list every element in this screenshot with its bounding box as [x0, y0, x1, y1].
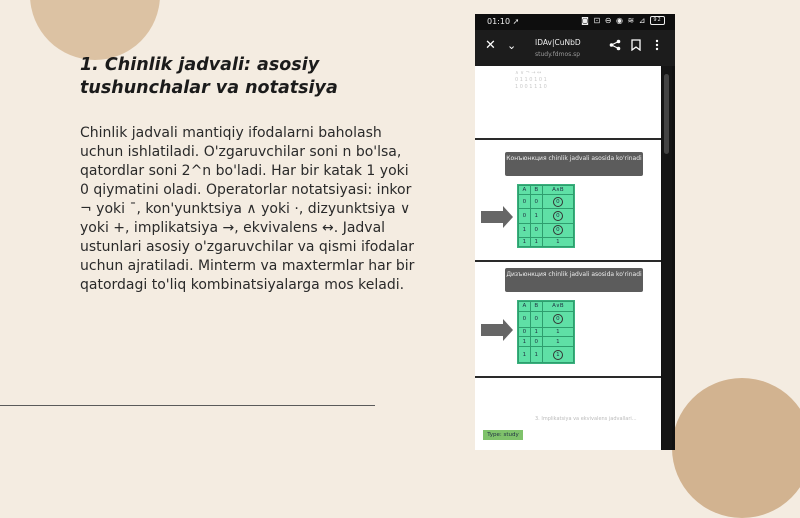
- scrollbar-thumb[interactable]: [664, 74, 669, 154]
- circled-value: 0: [553, 314, 563, 324]
- table-cell: [542, 209, 573, 223]
- table-header-cell: A∨B: [542, 302, 573, 312]
- table-header-cell: B: [530, 186, 542, 195]
- page-footer-fragment: 3. Implikatsiya va ekvivalens jadvallari...: [535, 416, 637, 422]
- table-cell: 0: [530, 195, 542, 209]
- document-page[interactable]: [475, 66, 661, 450]
- table-cell: 1: [519, 337, 531, 347]
- share-icon[interactable]: [609, 39, 621, 55]
- fragment-line: 1 0 0 1 1 1 0: [515, 84, 547, 90]
- status-bar: [475, 14, 675, 30]
- section1-heading: Конъюнкция chinlik jadvali asosida ko'rinadi: [505, 152, 643, 176]
- table-cell: 1: [530, 237, 542, 246]
- bookmark-icon[interactable]: [631, 39, 641, 55]
- page-top-fragment: [515, 70, 615, 110]
- table-cell: 0: [519, 195, 531, 209]
- table-header-cell: A∧B: [542, 186, 573, 195]
- table-row: [519, 237, 574, 246]
- status-icons: [581, 16, 665, 25]
- table-cell: 1: [519, 223, 531, 237]
- circled-value: 0: [553, 211, 563, 221]
- table-header-cell: A: [519, 302, 531, 312]
- divider-line: [0, 405, 375, 406]
- table-row: [519, 311, 574, 327]
- circled-value: 0: [553, 197, 563, 207]
- table-cell: 1: [542, 327, 573, 337]
- table-cell: 1: [519, 237, 531, 246]
- table-row: [519, 347, 574, 363]
- table-cell: 0: [530, 337, 542, 347]
- table-cell: 0: [530, 311, 542, 327]
- table-row: [519, 209, 574, 223]
- truth-table-conjunction: [517, 184, 575, 248]
- page-separator: [475, 138, 661, 140]
- table-cell: [542, 195, 573, 209]
- table-row: [519, 195, 574, 209]
- decorative-circle-bottom: [672, 378, 800, 518]
- arrow-right-icon: [481, 211, 503, 223]
- slide-title: 1. Chinlik jadvali: asosiy tushunchalar va notatsiya: [80, 55, 338, 98]
- chevron-down-icon[interactable]: ⌄: [507, 39, 517, 52]
- section2-heading: Дизъюнкция chinlik jadvali asosida ko'rinadi: [505, 268, 643, 292]
- table-header-cell: A: [519, 186, 531, 195]
- slide-body-text: Chinlik jadvali mantiqiy ifodalarni baholash uchun ishlatiladi. O'zgaruvchilar soni n bo'lsa, qatordlar soni 2^n bo'ladi. Har bir katak 1 yoki 0 qiymatini oladi. Operatorlar notatsiyasi: inkor ¬ yoki ¯, kon'yunktsiya ∧ yoki ·, dizyunktsiya ∨ yoki +, implikatsiya →, ekvivalens ↔. Jadval ustunlari asosiy o'zgaruvchilar va qismi ifodalar uchun ajratiladi. Minterm va maxtermlar har bir qatordagi to'liq kombinatsiyalarga mos keladi.: [80, 125, 415, 293]
- circled-value: 0: [553, 225, 563, 235]
- page-separator: [475, 260, 661, 262]
- app-bar-title: IDAv|CuNbD: [535, 38, 581, 47]
- table-cell: [542, 223, 573, 237]
- table-row: [519, 223, 574, 237]
- decorative-circle-top: [30, 0, 160, 60]
- table-cell: 0: [519, 327, 531, 337]
- table-cell: 1: [530, 209, 542, 223]
- arrow-right-icon: [481, 324, 503, 336]
- table-cell: 0: [519, 311, 531, 327]
- app-bar-subtitle: study.fdmos.sp: [535, 51, 581, 58]
- table-cell: 1: [530, 347, 542, 363]
- table-cell: 1: [519, 347, 531, 363]
- more-vert-icon[interactable]: [655, 39, 659, 55]
- table-row: [519, 327, 574, 337]
- table-cell: 0: [519, 209, 531, 223]
- table-cell: 0: [530, 223, 542, 237]
- table-cell: 1: [542, 337, 573, 347]
- fragment-line: ∧ ∨ ¬ → ↔: [515, 70, 542, 76]
- table-header-cell: B: [530, 302, 542, 312]
- status-time: 01:10 ➚: [487, 17, 520, 26]
- status-icons-glyphs: ◙ ⊡ ⊖ ◉ ≋ ⊿: [581, 16, 647, 25]
- truth-table-disjunction: [517, 300, 575, 364]
- table-cell: 1: [530, 327, 542, 337]
- app-bar: [475, 30, 675, 66]
- table-cell: [542, 311, 573, 327]
- table-cell: [542, 347, 573, 363]
- close-icon[interactable]: ✕: [485, 38, 496, 53]
- table-row: [519, 337, 574, 347]
- battery-icon: 92: [650, 16, 665, 25]
- page-separator: [475, 376, 661, 378]
- circled-value: 1: [553, 350, 563, 360]
- page-badge: Type: study: [483, 430, 523, 440]
- table-cell: 1: [542, 237, 573, 246]
- phone-screenshot: [475, 14, 675, 450]
- fragment-line: 0 1 1 0 1 0 1: [515, 77, 547, 83]
